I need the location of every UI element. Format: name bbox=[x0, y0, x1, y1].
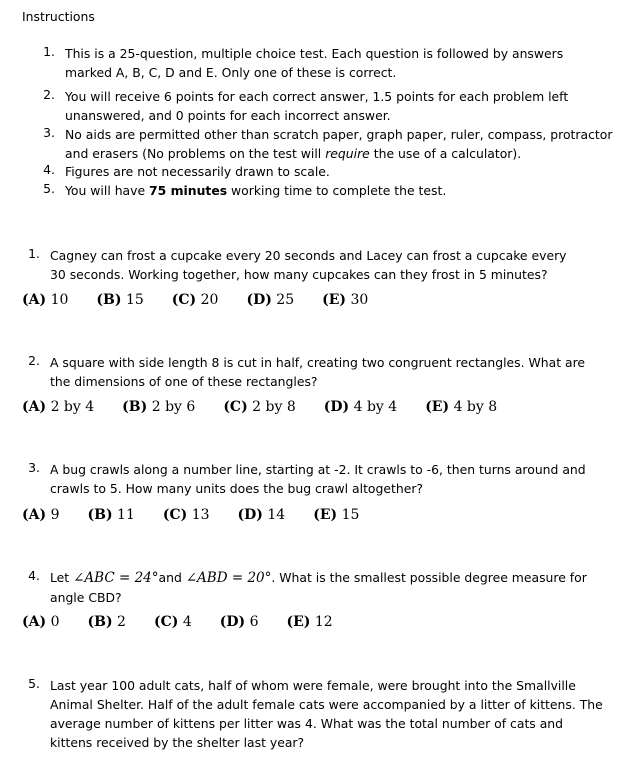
answer-option-a[interactable]: (A) 0 bbox=[22, 614, 60, 630]
answer-option-b[interactable]: (B) 11 bbox=[87, 507, 135, 523]
answer-option-c[interactable]: (C) 2 by 8 bbox=[223, 399, 296, 415]
answer-option-d[interactable]: (D) 4 by 4 bbox=[323, 399, 398, 415]
answer-choices bbox=[22, 507, 387, 523]
instruction-number: 5. bbox=[43, 181, 55, 196]
question-text: A square with side length 8 is cut in half, creating two congruent rectangles. What are the dimensions of one of these rectangles? bbox=[50, 355, 586, 389]
instruction-text: This is a 25-question, multiple choice test. Each question is followed by answers marked A, B, C, D and E. Only one of these is correct. bbox=[65, 46, 564, 80]
question-text: Cagney can frost a cupcake every 20 seconds and Lacey can frost a cupcake every 30 seconds. Working together, how many cupcakes can they frost in 5 minutes? bbox=[50, 248, 567, 282]
answer-option-b[interactable]: (B) 15 bbox=[96, 292, 144, 308]
answer-option-c[interactable]: (C) 20 bbox=[171, 292, 219, 308]
answer-option-e[interactable]: (E) 15 bbox=[313, 507, 360, 523]
answer-option-b[interactable]: (B) 2 bbox=[87, 614, 126, 630]
question-number: 3. bbox=[28, 460, 40, 475]
instruction-text: You will receive 6 points for each correct answer, 1.5 points for each problem left unanswered, and 0 points for each incorrect answer. bbox=[65, 89, 569, 123]
instruction-number: 3. bbox=[43, 125, 55, 140]
question-text: A bug crawls along a number line, starting at -2. It crawls to -6, then turns around and crawls to 5. How many units does the bug crawl altogether? bbox=[50, 462, 586, 496]
answer-option-d[interactable]: (D) 14 bbox=[237, 507, 286, 523]
answer-option-a[interactable]: (A) 2 by 4 bbox=[22, 399, 95, 415]
answer-option-e[interactable]: (E) 4 by 8 bbox=[425, 399, 498, 415]
answer-option-e[interactable]: (E) 12 bbox=[286, 614, 333, 630]
instruction-text: You will have 75 minutes working time to complete the test. bbox=[65, 183, 447, 198]
bold-text: 75 minutes bbox=[149, 183, 228, 198]
answer-option-d[interactable]: (D) 6 bbox=[219, 614, 259, 630]
instruction-number: 4. bbox=[43, 162, 55, 177]
answer-option-a[interactable]: (A) 10 bbox=[22, 292, 69, 308]
answer-choices bbox=[22, 614, 361, 630]
answer-option-b[interactable]: (B) 2 by 6 bbox=[122, 399, 196, 415]
answer-option-e[interactable]: (E) 30 bbox=[322, 292, 369, 308]
question-text: Let ∠ABC = 24°and ∠ABD = 20°. What is the smallest possible degree measure for angle CBD? bbox=[50, 570, 587, 605]
instruction-number: 1. bbox=[43, 44, 55, 59]
math-expression: ∠ABC = 24° bbox=[73, 570, 159, 586]
question-text: Last year 100 adult cats, half of whom were female, were brought into the Smallville Animal Shelter. Half of the adult female cats were accompanied by a litter of kittens. The average number of kittens per litter was 4. What was the total number of cats and kittens received by the shelter last year? bbox=[50, 678, 603, 750]
question-number: 5. bbox=[28, 676, 40, 691]
instruction-text: No aids are permitted other than scratch paper, graph paper, ruler, compass, protractor and erasers (No problems on the test will require the use of a calculator). bbox=[65, 127, 613, 161]
instruction-text: Figures are not necessarily drawn to scale. bbox=[65, 164, 330, 179]
question-number: 1. bbox=[28, 246, 40, 261]
answer-option-c[interactable]: (C) 13 bbox=[162, 507, 210, 523]
answer-option-a[interactable]: (A) 9 bbox=[22, 507, 60, 523]
answer-choices bbox=[22, 292, 396, 308]
answer-choices bbox=[22, 399, 525, 415]
page-heading: Instructions bbox=[22, 9, 95, 24]
answer-option-c[interactable]: (C) 4 bbox=[153, 614, 192, 630]
instruction-number: 2. bbox=[43, 87, 55, 102]
emphasis-text: require bbox=[325, 146, 370, 161]
answer-option-d[interactable]: (D) 25 bbox=[246, 292, 295, 308]
math-expression: ∠ABD = 20° bbox=[185, 570, 272, 586]
question-number: 2. bbox=[28, 353, 40, 368]
question-number: 4. bbox=[28, 568, 40, 583]
